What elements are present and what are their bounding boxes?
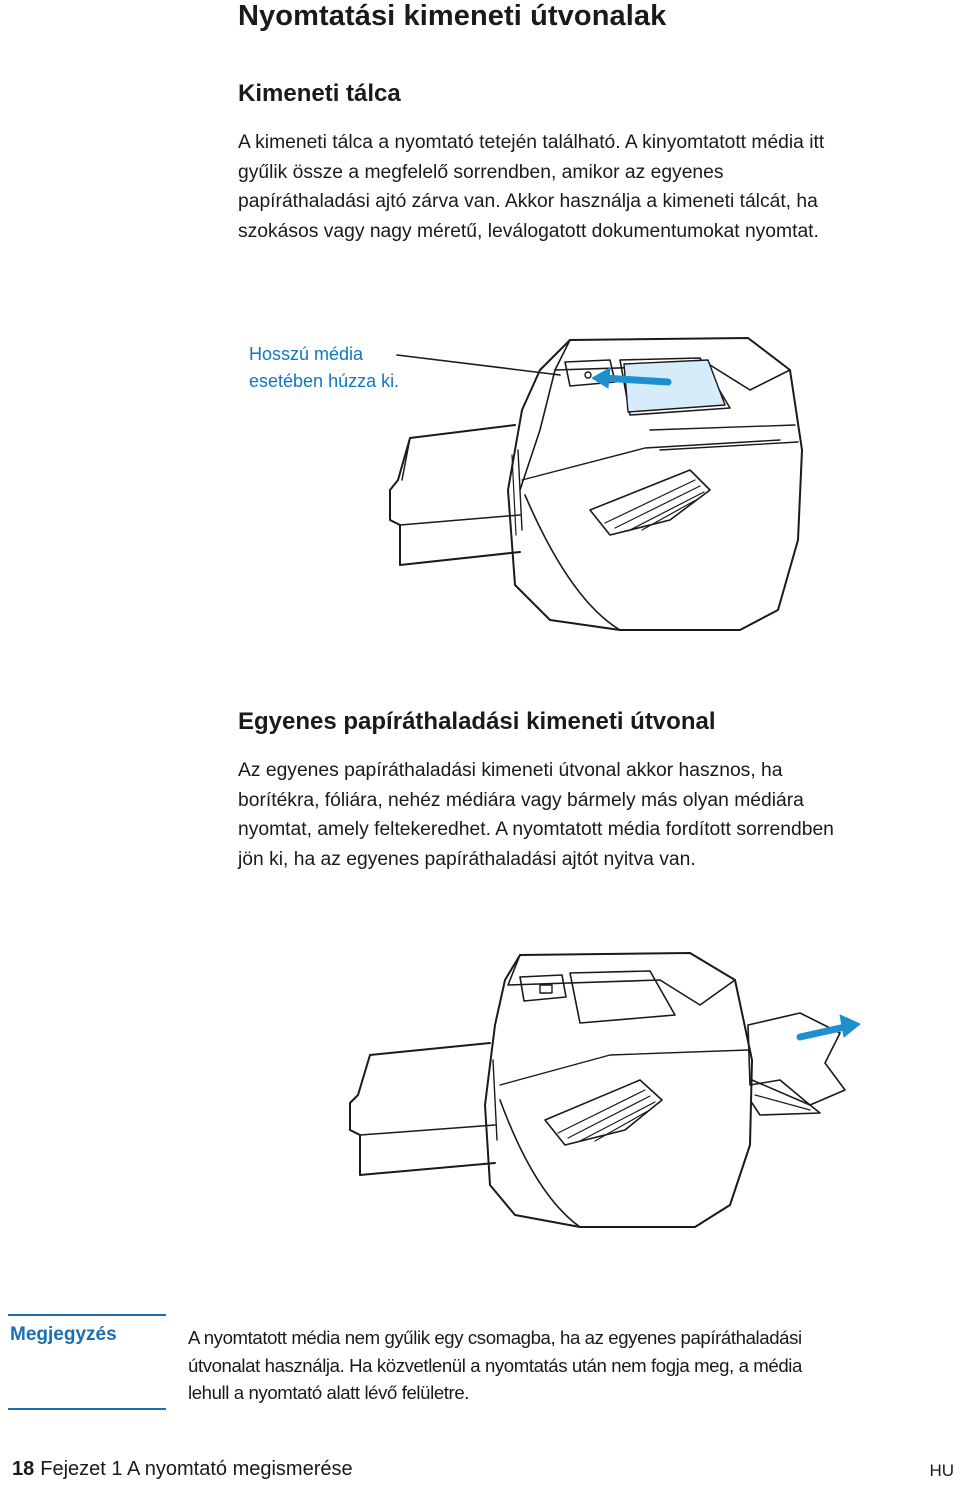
printer-figure-output-bin (370, 330, 810, 680)
body-line: borítékra, fóliára, nehéz médiára vagy bármely más olyan médiára (238, 789, 804, 811)
body-line: papíráthaladási ajtó zárva van. Akkor használja a kimeneti tálcát, ha (238, 191, 818, 213)
body-line: szokásos vagy nagy méretű, leválogatott dokumentumokat nyomtat. (238, 220, 819, 242)
language-code: HU (929, 1461, 954, 1480)
note-line: lehull a nyomtató alatt lévő felületre. (188, 1382, 470, 1404)
note-rule-bottom (8, 1408, 166, 1410)
printer-body (485, 953, 752, 1227)
note-label: Megjegyzés (10, 1324, 117, 1345)
input-tray (390, 425, 520, 565)
body-line: nyomtat, amely feltekeredhet. A nyomtatott média fordított sorrendben (238, 819, 834, 841)
page-footer (12, 1458, 353, 1481)
section-body-output-bin (238, 128, 953, 246)
body-line: A kimeneti tálca a nyomtató tetején található. A kinyomtatott média itt (238, 132, 825, 153)
body-line: Az egyenes papíráthaladási kimeneti útvonal akkor hasznos, ha (238, 760, 783, 781)
body-line: gyűlik össze a megfelelő sorrendben, amikor az egyenes (238, 161, 724, 183)
section-body-straight-path (238, 756, 953, 874)
note-line: A nyomtatott média nem gyűlik egy csomagba, ha az egyenes papíráthaladási (188, 1327, 802, 1348)
input-tray (350, 1043, 495, 1175)
callout-leader-line (397, 355, 560, 375)
note-text (188, 1324, 958, 1407)
paper-sheet (624, 360, 725, 412)
page-number: 18 (12, 1458, 35, 1480)
section-heading-straight-path: Egyenes papíráthaladási kimeneti útvonal (238, 708, 716, 735)
callout-line: esetében húzza ki. (249, 371, 400, 391)
note-rule-top (8, 1314, 166, 1316)
chapter-title: Fejezet 1 A nyomtató megismerése (40, 1458, 353, 1480)
page-title: Nyomtatási kimeneti útvonalak (238, 0, 667, 32)
section-heading-output-bin: Kimeneti tálca (238, 80, 401, 107)
callout-line: Hosszú média (249, 344, 364, 364)
note-line: útvonalat használja. Ha közvetlenül a nyomtatás után nem fogja meg, a média (188, 1354, 802, 1376)
pull-arrow (602, 378, 668, 382)
body-line: jön ki, ha az egyenes papíráthaladási ajtót nyitva van. (238, 848, 696, 870)
printer-figure-straight-path (340, 945, 870, 1235)
